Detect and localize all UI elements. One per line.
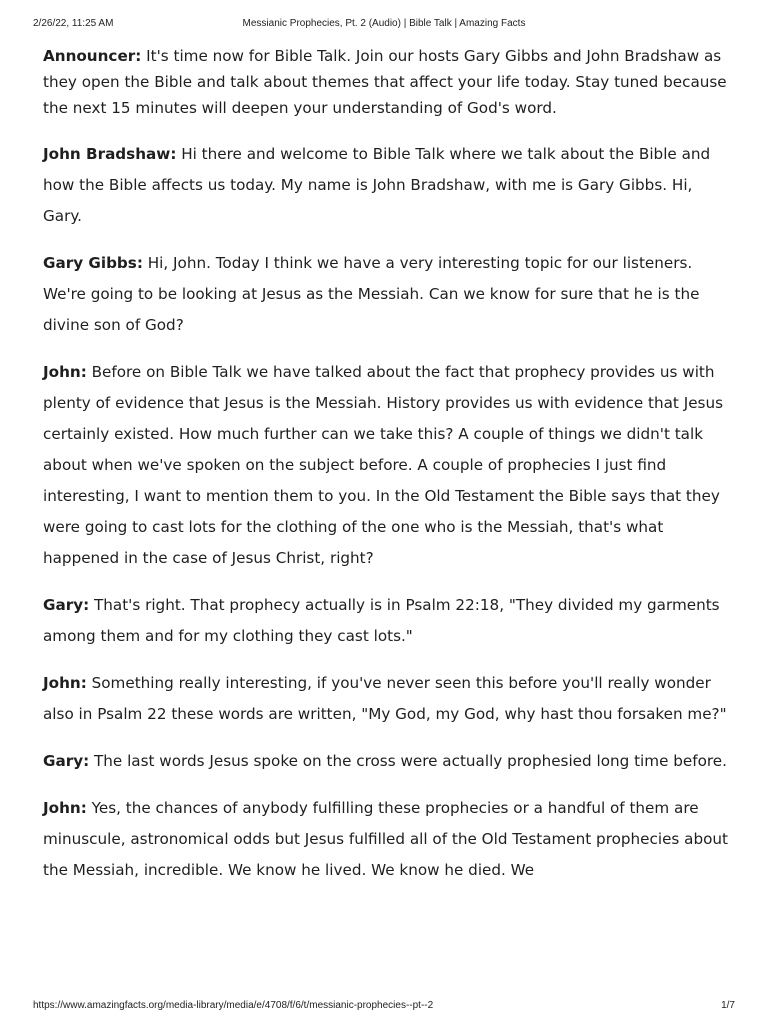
speaker-name: John: (43, 799, 87, 817)
print-header (33, 18, 735, 32)
speaker-name: Announcer: (43, 47, 142, 65)
speaker-name: John Bradshaw: (43, 145, 177, 163)
transcript (43, 43, 733, 902)
transcript-paragraph (43, 590, 733, 652)
speech-text: It's time now for Bible Talk. Join our hosts Gary Gibbs and John Bradshaw as they open the Bible and talk about themes that affect your life today. Stay tuned because the next 15 minutes will deepen your understanding of God's word. (43, 47, 727, 117)
print-datetime: 2/26/22, 11:25 AM (33, 18, 114, 29)
transcript-paragraph (43, 668, 733, 730)
transcript-paragraph (43, 793, 733, 886)
speech-text: Hi, John. Today I think we have a very interesting topic for our listeners. We're going to be looking at Jesus as the Messiah. Can we know for sure that he is the divine son of God? (43, 254, 700, 334)
transcript-paragraph (43, 43, 733, 121)
speech-text: That's right. That prophecy actually is in Psalm 22:18, "They divided my garments among them and for my clothing they cast lots." (43, 596, 720, 645)
speech-text: The last words Jesus spoke on the cross were actually prophesied long time before. (89, 752, 727, 770)
speaker-name: Gary: (43, 596, 90, 614)
print-page-title: Messianic Prophecies, Pt. 2 (Audio) | Bible Talk | Amazing Facts (242, 18, 526, 29)
speech-text: Yes, the chances of anybody fulfilling these prophecies or a handful of them are minuscule, astronomical odds but Jesus fulfilled all of the Old Testament prophecies about the Messiah, incredible. We know he lived. We know he died. We (43, 799, 728, 879)
speaker-name: Gary Gibbs: (43, 254, 143, 272)
speech-text: Something really interesting, if you've never seen this before you'll really wonder also in Psalm 22 these words are written, "My God, my God, why hast thou forsaken me?" (43, 674, 727, 723)
print-footer (33, 1000, 735, 1014)
transcript-paragraph (43, 139, 733, 232)
transcript-paragraph (43, 248, 733, 341)
page-number: 1/7 (721, 1000, 735, 1011)
transcript-paragraph (43, 746, 733, 777)
transcript-paragraph (43, 357, 733, 574)
speaker-name: Gary: (43, 752, 90, 770)
speech-text: Before on Bible Talk we have talked about the fact that prophecy provides us with plenty of evidence that Jesus is the Messiah. History provides us with evidence that Jesus certainly existed. How much further can we take this? A couple of things we didn't talk about when we've spoken on the subject before. A couple of prophecies I just find interesting, I want to mention them to you. In the Old Testament the Bible says that they were going to cast lots for the clothing of the one who is the Messiah, that's what happened in the case of Jesus Christ, right? (43, 363, 723, 567)
page-url: https://www.amazingfacts.org/media-library/media/e/4708/f/6/t/messianic-prophecies--pt--2 (33, 1000, 434, 1011)
speaker-name: John: (43, 363, 87, 381)
speech-text: Hi there and welcome to Bible Talk where we talk about the Bible and how the Bible affects us today. My name is John Bradshaw, with me is Gary Gibbs. Hi, Gary. (43, 145, 711, 225)
speaker-name: John: (43, 674, 87, 692)
